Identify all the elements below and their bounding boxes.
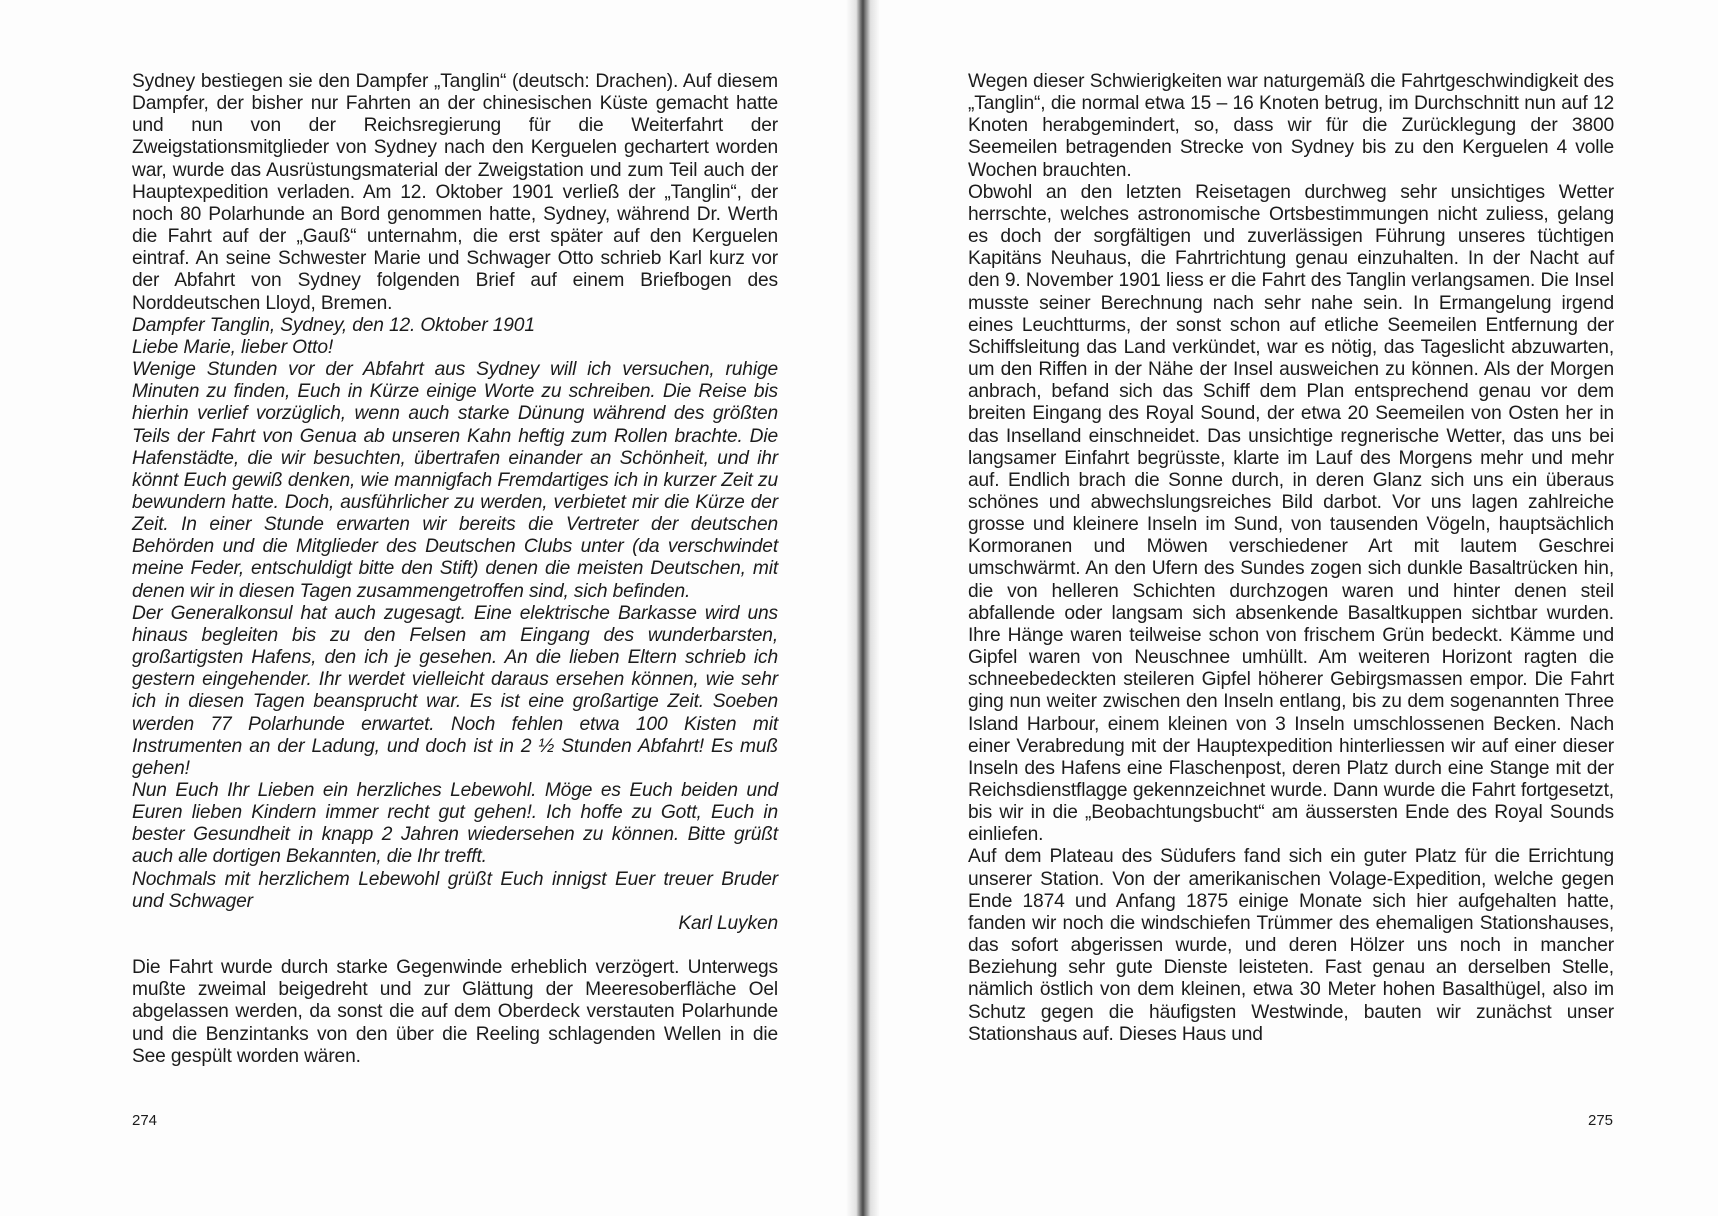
intro-paragraph: Sydney bestiegen sie den Dampfer „Tanglin“ (deutsch: Drachen). Auf diesem Dampfer, der bisher nur Fahrten an der chinesischen Küste gemacht hatte und nun von der Reichsregierung für die Weiterfahrt der Zweigstationsmitglieder von Sydney nach den Kerguelen gechartert worden war, wurde das Ausrüstungsmaterial der Zweigstation und zum Teil auch der Hauptexpedition verladen. Am 12. Oktober 1901 verließ der „Tanglin“, der noch 80 Polarhunde an Bord genommen hatte, Sydney, während Dr. Werth die Fahrt auf der „Gauß“ unternahm, die erst später auf den Kerguelen eintraf. An seine Schwester Marie und Schwager Otto schrieb Karl kurz vor der Abfahrt von Sydney folgenden Brief auf einem Briefbogen des Norddeutschen Lloyd, Bremen. [132, 71, 778, 314]
body-paragraph: Auf dem Plateau des Südufers fand sich ein guter Platz für die Errichtung unserer Station. Von der amerikanischen Volage-Expedition, welche gegen Ende 1874 und Anfang 1875 einige Monate sich hier aufgehalten hatte, fanden wir noch die windschiefen Trümmer des ehemaligen Stationshauses, das sofort abgerissen wurde, und deren Hölzer uns noch in mancher Beziehung sehr gute Dienste leisteten. Fast genau an derselben Stelle, nämlich östlich von dem kleinen, etwa 30 Meter hohen Basalthügel, also im Schutz gegen die häufigsten Westwinde, bauten wir zunächst unser Stationshaus auf. Dieses Haus und [968, 846, 1614, 1045]
letter-salutation: Liebe Marie, lieber Otto! [132, 336, 334, 358]
book-gutter [846, 0, 880, 1216]
right-page-text [968, 71, 1614, 1046]
letter-paragraph: Der Generalkonsul hat auch zugesagt. Eine elektrische Barkasse wird uns hinaus begleiten bis zu den Felsen am Eingang des wunderbarsten, großartigsten Hafens, den ich je gesehen. An die lieben Eltern schrieb ich gestern eingehender. Ihr werdet vielleicht daraus ersehen können, wie sehr ich in diesen Tagen beansprucht war. Es ist eine großartige Zeit. Soeben werden 77 Polarhunde erwartet. Noch fehlen etwa 100 Kisten mit Instrumenten an der Ladung, und doch ist in 2 ½ Stunden Abfahrt! Es muß gehen! [132, 602, 778, 779]
body-paragraph: Obwohl an den letzten Reisetagen durchweg sehr unsichtiges Wetter herrschte, welches astronomische Ortsbestimmungen nicht zuliess, gelang es doch der sorgfältigen und zuverlässigen Führung unseres tüchtigen Kapitäns Neuhaus, die Fahrtrichtung genau einzuhalten. In der Nacht auf den 9. November 1901 liess er die Fahrt des Tanglin verlangsamen. Die Insel musste seiner Berechnung nach sehr nahe sein. In Ermangelung irgend eines Leuchtturms, der sonst schon auf etliche Seemeilen Entfernung der Schiffsleitung das Land verkündet, war es nötig, das Tageslicht abzuwarten, um den Riffen in der Nähe der Insel ausweichen zu können. Als der Morgen anbrach, befand sich das Schiff dem Plan entsprechend genau vor dem breiten Eingang des Royal Sound, der etwa 20 Seemeilen von Osten her in das Inselland einschneidet. Das unsichtige regnerische Wetter, das uns bei langsamer Einfahrt begrüsste, klarte im Lauf des Morgens mehr und mehr auf. Endlich brach die Sonne durch, in deren Glanz sich uns ein überaus schönes und abwechslungsreiches Bild darbot. Vor uns lagen zahlreiche grosse und kleinere Inseln im Sund, von tausenden Vögeln, hauptsächlich Kormoranen und Möwen verschiedener Art mit lautem Geschrei umschwärmt. An den Ufern des Sundes zogen sich dunkle Basaltrücken hin, die von helleren Schichten durchzogen waren und hinter denen steil abfallende oder langsam sich absenkende Basaltkuppen sichtbar wurden. Ihre Hänge waren teilweise schon von frischem Grün bedeckt. Kämme und Gipfel waren von Neuschnee umhüllt. Am weiteren Horizont ragten die schneebedeckten steileren Gipfel höherer Gebirgsmassen empor. Die Fahrt ging nun weiter zwischen den Inseln entlang, bis zu dem sogenannten Three Island Harbour, einem kleinen von 3 Inseln umschlossenen Becken. Nach einer Verabredung mit der Hauptexpedition hinterliessen wir auf einer dieser Inseln des Hafens eine Flaschenpost, deren Platz durch eine Stange mit der Reichsdienstflagge gekennzeichnet wurde. Dann wurde die Fahrt fortgesetzt, bis wir in die „Beobachtungsbucht“ am äussersten Ende des Royal Sounds einliefen. [968, 181, 1614, 846]
letter-dateline: Dampfer Tanglin, Sydney, den 12. Oktober 1901 [132, 314, 535, 336]
closing-paragraph: Die Fahrt wurde durch starke Gegenwinde erheblich verzögert. Unterwegs mußte zweimal beigedreht und zur Glättung der Meeresoberfläche Oel abgelassen werden, da sonst die auf dem Oberdeck verstauten Polarhunde und die Benzintanks von den über die Reeling schlagenden Wellen in die See gespült worden wären. [132, 957, 778, 1067]
body-paragraph: Wegen dieser Schwierigkeiten war naturgemäß die Fahrtgeschwindigkeit des „Tanglin“, die normal etwa 15 – 16 Knoten betrug, im Durchschnitt nun auf 12 Knoten herabgemindert, so, dass wir für die Zurücklegung der 3800 Seemeilen betragenden Strecke von Sydney bis zu den Kerguelen 4 volle Wochen brauchten. [968, 71, 1614, 181]
right-page [860, 0, 1718, 1216]
letter-paragraph: Wenige Stunden vor der Abfahrt aus Sydney will ich versuchen, ruhige Minuten zu finden, Euch in Kürze einige Worte zu schreiben. Die Reise bis hierhin verlief vorzüglich, wenn auch starke Dünung während des größten Teils der Fahrt von Genua ab unseren Kahn heftig zum Rollen brachte. Die Hafenstädte, die wir besuchten, übertrafen einander an Schönheit, und ihr könnt Euch gewiß denken, wie mannigfach Fremdartiges ich in kurzer Zeit zu bewundern hatte. Doch, ausführlicher zu werden, verbietet mir die Kürze der Zeit. In einer Stunde erwarten wir bereits die Vertreter der deutschen Behörden und die Mitglieder des Deutschen Clubs unter (da verschwindet meine Feder, entschuldigt bitte den Stift) denen die meisten Deutschen, mit denen wir in diesen Tagen zusammengetroffen sind, sich befinden. [132, 359, 778, 602]
page-number: 275 [1588, 1112, 1614, 1129]
letter-paragraph: Nochmals mit herzlichem Lebewohl grüßt Euch innigst Euer treuer Bruder und Schwager [132, 868, 778, 912]
paragraph-gap [132, 935, 778, 957]
letter-signature: Karl Luyken [678, 912, 778, 934]
left-page-text [132, 71, 778, 1068]
page-number: 274 [132, 1112, 158, 1129]
letter-paragraph: Nun Euch Ihr Lieben ein herzliches Lebewohl. Möge es Euch beiden und Euren lieben Kindern immer recht gut gehen!. Ich hoffe zu Gott, Euch in bester Gesundheit in knapp 2 Jahren wiedersehen zu können. Bitte grüßt auch alle dortigen Bekannten, die Ihr trefft. [132, 780, 778, 868]
